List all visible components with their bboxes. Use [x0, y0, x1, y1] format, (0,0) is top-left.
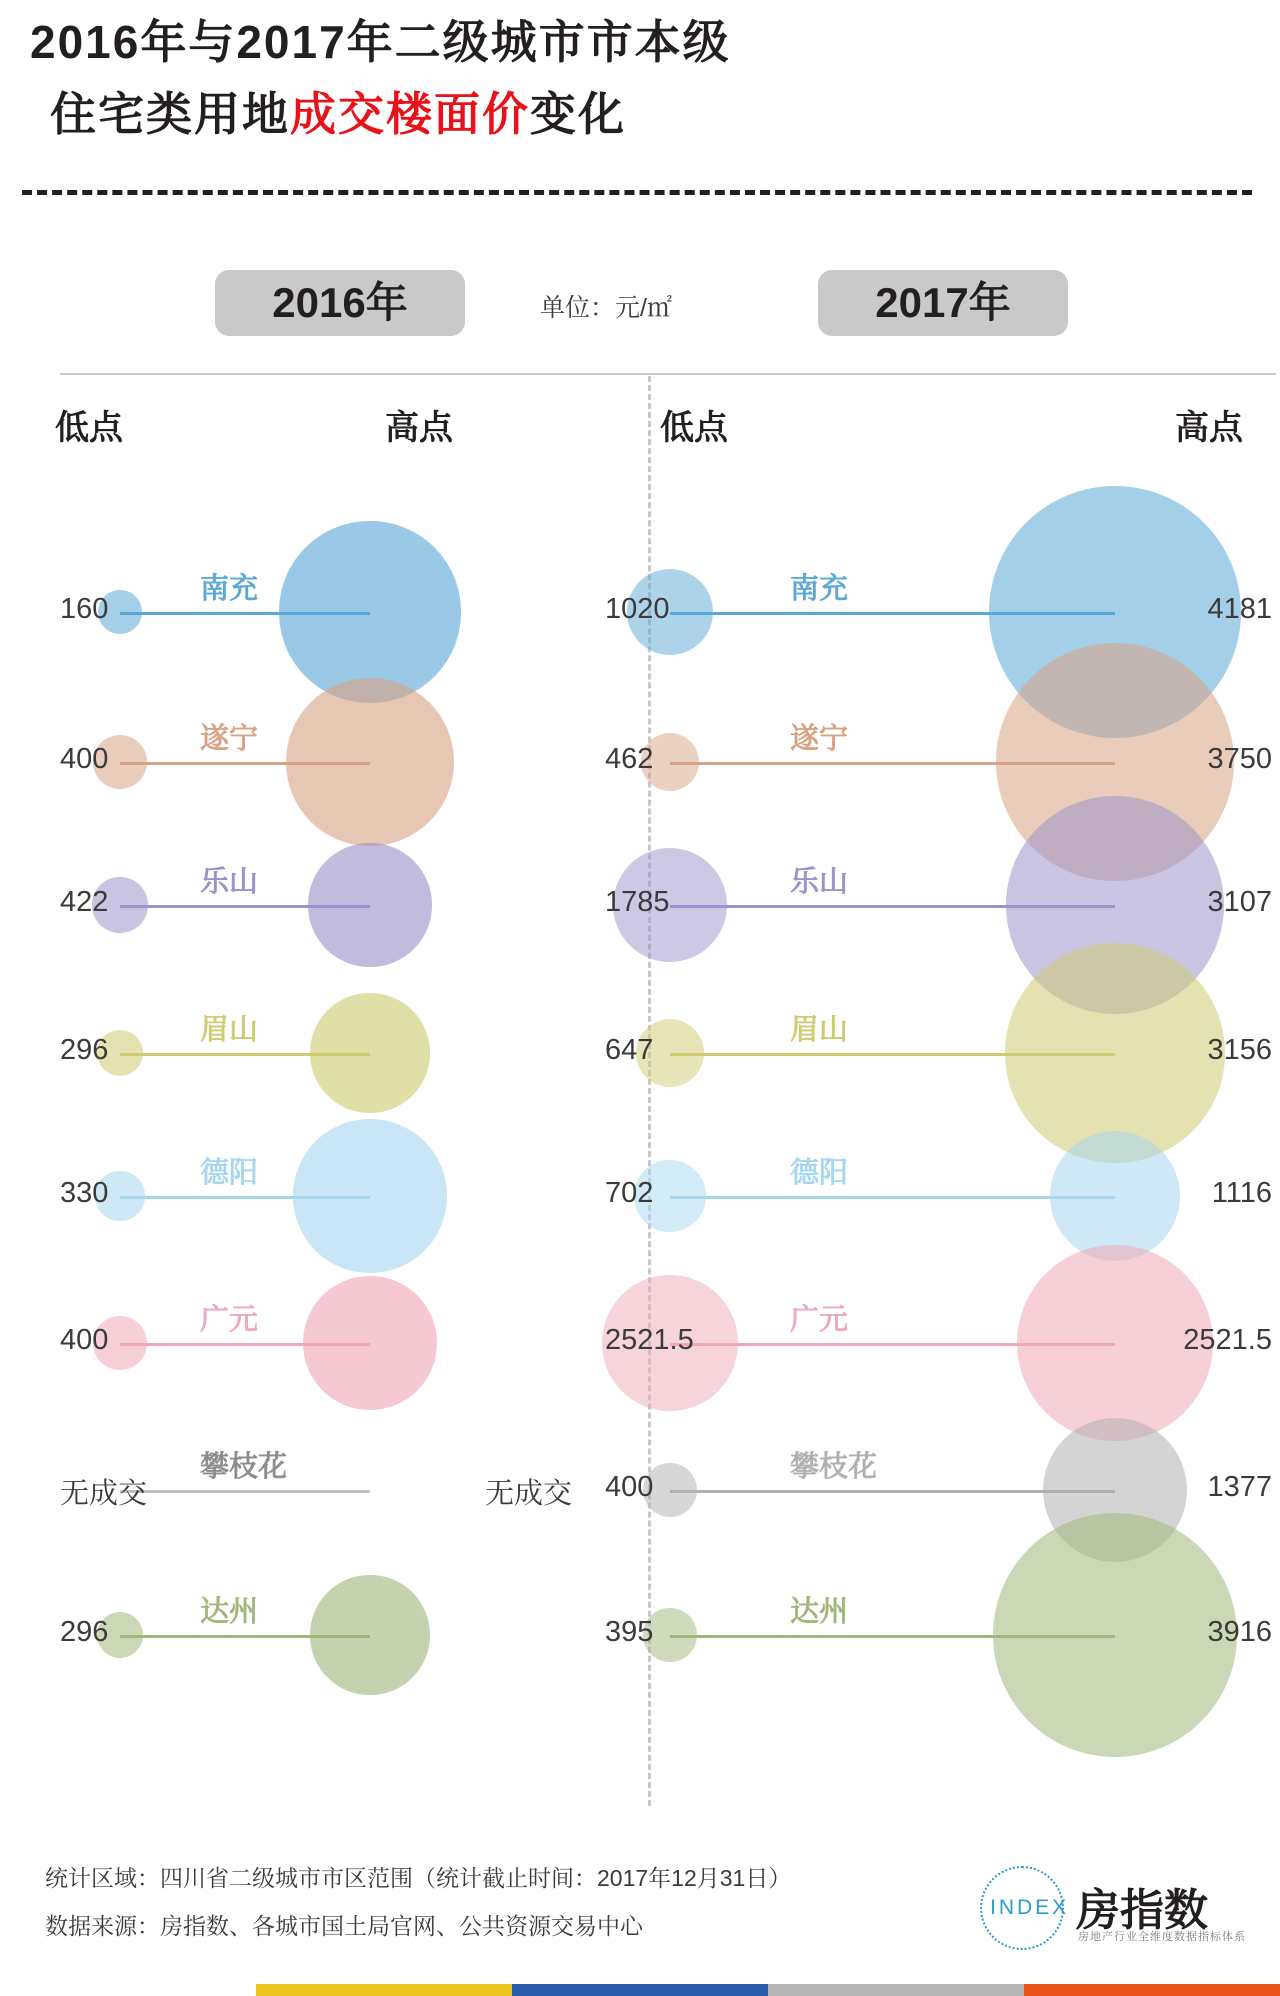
connector-2017-眉山 [670, 1053, 1115, 1056]
page-title-line1: 2016年与2017年二级城市市本级 [30, 16, 731, 68]
connector-2016-眉山 [120, 1053, 370, 1056]
value-high-2016-达州: 933 [485, 1616, 534, 1648]
value-high-2016-乐山: 997 [485, 886, 534, 918]
value-low-2016-眉山: 296 [60, 1034, 109, 1066]
connector-2017-乐山 [670, 905, 1115, 908]
connector-2016-南充 [120, 612, 370, 615]
city-label-2016-德阳: 德阳 [200, 1157, 259, 1189]
bottom-strip-segment [512, 1984, 768, 1996]
value-high-2016-遂宁: 1840 [485, 743, 550, 775]
value-low-2017-德阳: 702 [605, 1177, 654, 1209]
value-low-2016-达州: 296 [60, 1616, 109, 1648]
city-label-2016-攀枝花: 攀枝花 [200, 1451, 288, 1483]
city-label-2016-广元: 广元 [200, 1304, 259, 1336]
bottom-strip-segment [1024, 1984, 1280, 1996]
logo-tagline: 房地产行业全维度数据指标体系 [1078, 1931, 1246, 1943]
column-header-high-2017: 高点 [1175, 409, 1243, 447]
value-low-2017-广元: 2521.5 [605, 1324, 694, 1356]
value-high-2016-眉山: 933 [485, 1034, 534, 1066]
bottom-strip-segment [768, 1984, 1024, 1996]
connector-2017-南充 [670, 612, 1115, 615]
column-header-low-2016: 低点 [55, 409, 123, 447]
connector-2016-德阳 [120, 1196, 370, 1199]
city-label-2017-达州: 达州 [790, 1596, 849, 1628]
connector-2017-遂宁 [670, 762, 1115, 765]
title-part-c: 变化 [530, 88, 626, 140]
value-high-2016-攀枝花: 无成交 [485, 1478, 573, 1510]
year-label-2016: 2016年 [215, 270, 465, 336]
bottom-strip-segment [0, 1984, 256, 1996]
city-label-2016-乐山: 乐山 [200, 866, 259, 898]
connector-2016-遂宁 [120, 762, 370, 765]
value-high-2017-遂宁: 3750 [1207, 743, 1272, 775]
title-part-a: 住宅类用地 [50, 88, 290, 140]
city-label-2016-遂宁: 遂宁 [200, 723, 259, 755]
value-low-2017-达州: 395 [605, 1616, 654, 1648]
value-low-2016-遂宁: 400 [60, 743, 109, 775]
city-label-2017-广元: 广元 [790, 1304, 849, 1336]
value-low-2017-眉山: 647 [605, 1034, 654, 1066]
city-label-2017-遂宁: 遂宁 [790, 723, 849, 755]
year-label-2017: 2017年 [818, 270, 1068, 336]
brand-logo [980, 1862, 1250, 1952]
connector-2016-乐山 [120, 905, 370, 908]
title-part-highlight: 成交楼面价 [290, 88, 530, 140]
value-high-2017-广元: 2521.5 [1183, 1324, 1272, 1356]
value-low-2016-广元: 400 [60, 1324, 109, 1356]
value-high-2016-广元: 1167 [485, 1324, 548, 1356]
city-label-2017-德阳: 德阳 [790, 1157, 849, 1189]
value-high-2017-乐山: 3107 [1207, 886, 1272, 918]
bottom-strip-segment [256, 1984, 512, 1996]
connector-2016-攀枝花 [120, 1490, 370, 1493]
city-label-2017-攀枝花: 攀枝花 [790, 1451, 878, 1483]
connector-2017-攀枝花 [670, 1490, 1115, 1493]
value-low-2016-乐山: 422 [60, 886, 109, 918]
value-high-2017-南充: 4181 [1207, 593, 1272, 625]
value-high-2016-南充: 2155 [485, 593, 550, 625]
value-high-2016-德阳: 1542 [485, 1177, 550, 1209]
connector-2016-广元 [120, 1343, 370, 1346]
connector-2016-达州 [120, 1635, 370, 1638]
value-high-2017-德阳: 1116 [1211, 1177, 1272, 1209]
value-low-2016-南充: 160 [60, 593, 109, 625]
city-label-2017-南充: 南充 [790, 573, 849, 605]
city-label-2017-眉山: 眉山 [790, 1014, 849, 1046]
city-label-2016-达州: 达州 [200, 1596, 259, 1628]
column-header-low-2017: 低点 [660, 409, 728, 447]
value-low-2016-攀枝花: 无成交 [60, 1478, 148, 1510]
unit-label: 单位：元/㎡ [540, 294, 672, 322]
logo-cn-text: 房指数 [1076, 1886, 1208, 1935]
value-high-2017-达州: 3916 [1207, 1616, 1272, 1648]
value-high-2017-攀枝花: 1377 [1207, 1471, 1272, 1503]
connector-2017-德阳 [670, 1196, 1115, 1199]
value-low-2017-南充: 1020 [605, 593, 670, 625]
footnote-source: 数据来源：房指数、各城市国土局官网、公共资源交易中心 [45, 1913, 643, 1939]
connector-2017-达州 [670, 1635, 1115, 1638]
value-low-2016-德阳: 330 [60, 1177, 109, 1209]
value-high-2017-眉山: 3156 [1207, 1034, 1272, 1066]
column-header-high-2016: 高点 [385, 409, 453, 447]
value-low-2017-攀枝花: 400 [605, 1471, 654, 1503]
city-label-2016-南充: 南充 [200, 573, 259, 605]
city-label-2016-眉山: 眉山 [200, 1014, 259, 1046]
logo-en-text: INDEX [990, 1896, 1070, 1919]
city-label-2017-乐山: 乐山 [790, 866, 849, 898]
footnote-region: 统计区域：四川省二级城市市区范围（统计截止时间：2017年12月31日） [45, 1865, 792, 1891]
value-low-2017-乐山: 1785 [605, 886, 670, 918]
value-low-2017-遂宁: 462 [605, 743, 654, 775]
connector-2017-广元 [670, 1343, 1115, 1346]
